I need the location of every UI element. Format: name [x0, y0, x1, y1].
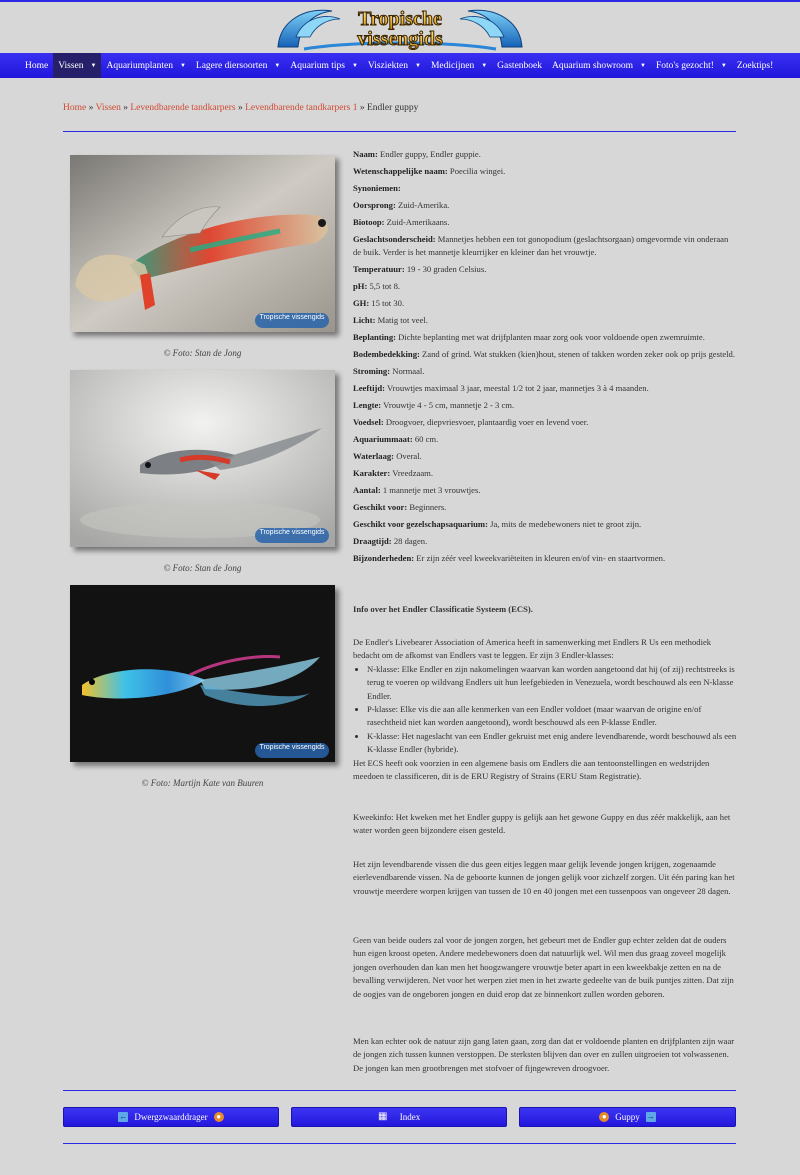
ecs-heading: Info over het Endler Classificatie Systeem (ECS). [353, 604, 533, 614]
fact-label: Geschikt voor gezelschapsaquarium: [353, 519, 488, 529]
fact-label: Naam: [353, 149, 378, 159]
site-logo[interactable] [274, 3, 526, 51]
photo-caption: © Foto: Stan de Jong [163, 563, 242, 573]
chevron-down-icon: ▼ [640, 62, 646, 69]
fact-row [353, 535, 738, 548]
chevron-down-icon: ▼ [720, 62, 727, 69]
chevron-down-icon: ▼ [481, 62, 488, 69]
list-item: • P-klasse: Elke vis die aan alle kenmerken van een Endler voldoet (maar waarvan de origine en/of rasechtheid niet kan worden aangetoond), wordt beschouwd als een P-klasse Endler. [367, 703, 738, 730]
chevron-down-icon: ▼ [179, 62, 186, 69]
chevron-down-icon: ▼ [414, 62, 421, 69]
fact-row [353, 297, 738, 310]
fact-label: Aquariummaat: [353, 434, 413, 444]
ecs-class-list [353, 663, 738, 757]
fact-value: Poecilia wingei. [447, 166, 506, 176]
fact-label: Bijzonderheden: [353, 553, 415, 563]
fish-photo-1 [70, 155, 335, 332]
fact-row [353, 450, 738, 463]
fact-row [353, 552, 738, 565]
ecs-intro: De Endler's Livebearer Association of America heeft in samenwerking met Endlers R Us een methodiek bedacht om de afkomst van Endlers vast te leggen. Er zijn 3 Endler-klasses: [353, 637, 712, 661]
fact-label: Bodembedekking: [353, 349, 420, 359]
fact-row [353, 382, 738, 395]
nav-item-zoektips[interactable]: Zoektips! [736, 60, 774, 71]
fact-label: Leeftijd: [353, 383, 385, 393]
breadcrumb-current: Endler guppy [366, 103, 419, 113]
fact-label: Stroming: [353, 366, 391, 376]
fish-icon: ● [214, 1112, 224, 1122]
fact-label: Lengte: [353, 400, 382, 410]
fact-value: 15 tot 30. [369, 298, 405, 308]
fact-row [353, 148, 738, 161]
nav-item-gastenboek[interactable]: Gastenboek [497, 60, 543, 71]
fact-label: Beplanting: [353, 332, 396, 342]
fact-value: Ja, mits de medebewoners niet te groot zijn. [487, 519, 642, 529]
nav-item-visziekten[interactable]: Visziekten ▼ [367, 60, 421, 71]
breadcrumb-separator: » [235, 103, 246, 113]
fact-label: Geslachtsonderscheid: [353, 234, 436, 244]
nav-item-home[interactable]: Home [25, 60, 49, 71]
fact-row [353, 233, 738, 259]
fact-row [353, 314, 738, 327]
fact-value: Beginners. [407, 502, 447, 512]
watermark: Tropische vissengids [255, 313, 329, 328]
calendar-icon: ▦ [378, 1111, 388, 1122]
fact-row [353, 331, 738, 344]
fact-label: Licht: [353, 315, 376, 325]
fact-value: 5,5 tot 8. [367, 281, 401, 291]
nav-item-lagere-diersoorten[interactable]: Lagere diersoorten ▼ [195, 60, 281, 71]
fact-value: Vreedzaam. [390, 468, 433, 478]
breadcrumb [63, 103, 418, 113]
fact-label: Wetenschappelijke naam: [353, 166, 448, 176]
fact-value: Endler guppy, Endler guppie. [377, 149, 481, 159]
nav-item-aquariumplanten[interactable]: Aquariumplanten ▼ [106, 60, 186, 71]
chevron-down-icon: ▼ [90, 62, 97, 69]
svg-text:vissengids: vissengids [357, 28, 443, 50]
arrow-left-icon: ← [119, 1112, 128, 1121]
fact-row [353, 518, 738, 531]
fact-value: Droogvoer, diepvriesvoer, plantaardig voer en levend voer. [383, 417, 589, 427]
ecs-section [353, 636, 738, 783]
nav-item-medicijnen[interactable]: Medicijnen ▼ [430, 60, 488, 71]
paragraph-nature: Men kan echter ook de natuur zijn gang laten gaan, zorg dan dat er voldoende planten en drijfplanten zijn waar de jongen zich tussen kunnen verstoppen. De sterksten blijven dan over en zullen uitgroeien tot volwassenen. De jongen kan men grootbrengen met stofvoer of fijngewreven droogvoer. [353, 1036, 735, 1073]
fact-row [353, 501, 738, 514]
fish-photo-3 [70, 585, 335, 762]
breadcrumb-separator: » [120, 103, 131, 113]
prev-fish-button[interactable]: ← Dwergzwaarddrager ● [63, 1107, 279, 1127]
fact-value: Vrouwtjes maximaal 3 jaar, meestal 1/2 tot 2 jaar, mannetjes 3 à 4 maanden. [384, 383, 649, 393]
fact-value: Zand of grind. Wat stukken (kien)hout, stenen of takken worden zeker ook op prijs gesteld. [419, 349, 735, 359]
fact-value: Dichte beplanting met wat drijfplanten maar zorg ook voor voldoende open zwemruimte. [395, 332, 705, 342]
watermark: Tropische vissengids [255, 743, 329, 758]
fact-value: Vrouwtje 4 - 5 cm, mannetje 2 - 3 cm. [381, 400, 515, 410]
arrow-right-icon: → [646, 1112, 655, 1121]
fact-row [353, 433, 738, 446]
breadcrumb-separator: » [357, 103, 367, 113]
fact-value: Zuid-Amerikaans. [384, 217, 450, 227]
nav-item-vissen[interactable]: Vissen ▼ [53, 53, 101, 78]
nav-item-foto-s-gezocht[interactable]: Foto's gezocht! ▼ [655, 60, 727, 71]
fact-value: Zuid-Amerika. [395, 200, 450, 210]
nav-item-aquarium-tips[interactable]: Aquarium tips ▼ [290, 60, 358, 71]
fact-row [353, 216, 738, 229]
top-border [0, 0, 800, 2]
fish-photo-2 [70, 370, 335, 547]
fact-label: Waterlaag: [353, 451, 395, 461]
breadcrumb-link[interactable]: Vissen [95, 103, 121, 113]
photo-caption: © Foto: Stan de Jong [163, 348, 242, 358]
breadcrumb-link[interactable]: Levendbarende tandkarpers [130, 103, 236, 113]
breadcrumb-link[interactable]: Home [63, 103, 87, 113]
nav-item-aquarium-showroom[interactable]: Aquarium showroom ▼ [552, 60, 646, 71]
fact-row [353, 165, 738, 178]
paragraph-breeding: Het zijn levendbarende vissen die dus geen eitjes leggen maar gelijk levende jongen krijgen, zogenaamde eierlevendbarende vissen. Na de geboorte kunnen de jongen gelijk voor zichzelf zorgen. Uit één paring kan het vrouwtje meerdere worpen krijgen van tussen de 10 en 40 jongen met een tussenpoos van ongeveer 28 dagen. [353, 859, 735, 896]
list-item: • K-klasse: Het nageslacht van een Endler gekruist met enig andere levendbarende, wordt beschouwd als een K-klasse Endler (hybride). [367, 730, 738, 757]
chevron-down-icon: ▼ [274, 62, 281, 69]
fish-icon: ● [599, 1112, 609, 1122]
fact-value: Matig tot veel. [375, 315, 428, 325]
paragraph-kweekinfo: Kweekinfo: Het kweken met het Endler guppy is gelijk aan het gewone Guppy en dus zéér makkelijk, aan het water worden geen bijzondere eisen gesteld. [353, 812, 731, 836]
fact-label: pH: [353, 281, 368, 291]
fact-label: Synoniemen: [353, 183, 401, 193]
fact-row [353, 467, 738, 480]
breadcrumb-link[interactable]: Levendbarende tandkarpers 1 [245, 103, 358, 113]
fact-row [353, 182, 738, 195]
fact-row [353, 263, 738, 276]
fact-label: Temperatuur: [353, 264, 405, 274]
main-nav [0, 53, 800, 78]
fact-label: Karakter: [353, 468, 391, 478]
fact-row [353, 199, 738, 212]
fact-row [353, 348, 738, 361]
watermark: Tropische vissengids [255, 528, 329, 543]
fact-value: Mannetjes hebben een tot gonopodium (geslachtsorgaan) omgevormde vin onderaan de buik. Verder is het mannetje kleurrijker en kleiner dan het vrouwtje. [353, 234, 729, 257]
dolphin-logo-icon [274, 3, 526, 51]
paragraph-parents: Geen van beide ouders zal voor de jongen zorgen, het gebeurt met de Endler gup echter zelden dat de ouders hun eigen kroost opeten. Andere medebewoners doen dat natuurlijk wel. Wil men dus graag zoveel mogelijk jongen overhouden dan kan men het hoogzwangere vrouwtje beter apart in een kweekbakje zetten en na de bevalling verwijderen. Net voor het werpen ziet men in het zwarte gedeelte van de buik puntjes zitten. Dat zijn de oogjes van de ongeboren jongen en duid erop dat ze binnenkort zullen worden geboren. [353, 935, 734, 999]
ecs-outro: Het ECS heeft ook voorzien in een algemene basis om Endlers die aan tentoonstellingen en wedstrijden meedoen te classificeren, dit is de ERU Registry of Strains (ERU Stam Registratie). [353, 757, 710, 782]
chevron-down-icon: ▼ [351, 62, 358, 69]
fact-value: 19 - 30 graden Celsius. [404, 264, 487, 274]
fact-value: 60 cm. [412, 434, 439, 444]
index-button[interactable]: ▦ Index [291, 1107, 507, 1127]
fact-label: Oorsprong: [353, 200, 396, 210]
divider [63, 1143, 736, 1144]
fact-row [353, 484, 738, 497]
fact-sheet [353, 148, 738, 569]
fact-row [353, 280, 738, 293]
list-item: • N-klasse: Elke Endler en zijn nakomelingen waarvan kan worden aangetoond dat hij (of zij) rechtstreeks is terug te voeren op wildvang Endlers uit hun leefgebieden in Venezuela, wordt beschouwd als een N-klasse Endler. [367, 663, 738, 703]
fact-value: Er zijn zéér veel kweekvariëteiten in kleuren en/of vin- en staartvormen. [414, 553, 666, 563]
fact-label: Aantal: [353, 485, 381, 495]
fact-row [353, 365, 738, 378]
fact-value: Overal. [394, 451, 422, 461]
divider [63, 1090, 736, 1091]
next-fish-button[interactable]: ● Guppy → [519, 1107, 736, 1127]
breadcrumb-separator: » [86, 103, 96, 113]
photo-caption: © Foto: Martijn Kate van Buuren [141, 778, 264, 788]
fact-value: Normaal. [390, 366, 425, 376]
svg-text:Tropische: Tropische [358, 8, 442, 30]
fact-value: 28 dagen. [391, 536, 428, 546]
fact-row [353, 399, 738, 412]
fact-row [353, 416, 738, 429]
fact-label: Geschikt voor: [353, 502, 408, 512]
fact-label: Draagtijd: [353, 536, 392, 546]
fact-value: 1 mannetje met 3 vrouwtjes. [380, 485, 481, 495]
fact-label: Voedsel: [353, 417, 384, 427]
fact-label: GH: [353, 298, 370, 308]
divider [63, 131, 736, 132]
fact-label: Biotoop: [353, 217, 385, 227]
